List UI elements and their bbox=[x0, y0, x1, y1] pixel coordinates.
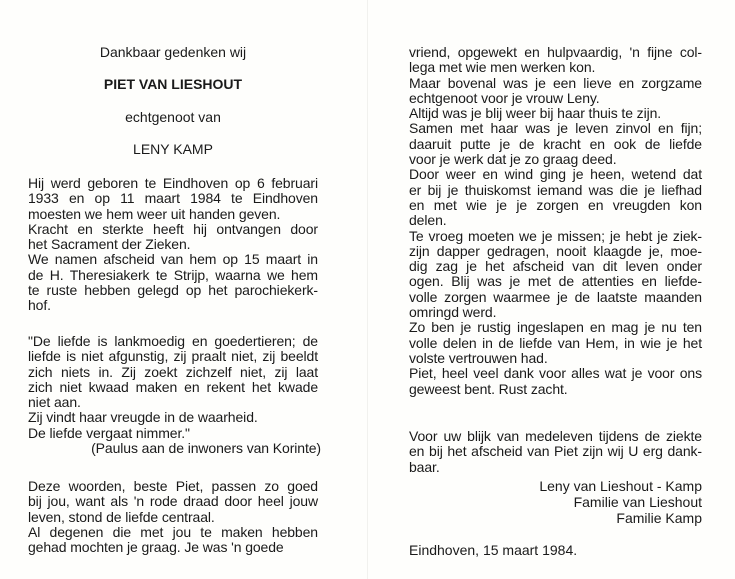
text-line: te ruste hebben gelegd op het parochiekerk- bbox=[28, 282, 318, 299]
text-line: volle zorgen waarmee je de laatste maanden bbox=[409, 288, 702, 305]
text-line: Zij vindt haar vreugde in de waarheid. bbox=[28, 409, 258, 426]
text-line: en met wie je je zorgen en vreugden kon bbox=[409, 196, 702, 213]
text-line: zich niet kwaad maken en rekent het kwade bbox=[28, 378, 318, 395]
spouse-name: LENY KAMP bbox=[133, 141, 213, 157]
text-line: volste vertrouwen had. bbox=[409, 349, 548, 366]
text-line: Altijd was je blij weer bij haar thuis te zijn. bbox=[409, 105, 662, 122]
intro-line: Dankbaar gedenken wij bbox=[99, 44, 247, 60]
quote-source: (Paulus aan de inwoners van Korinte) bbox=[91, 440, 321, 457]
text-line: er bij je thuiskomst iemand was die je liefhad bbox=[409, 181, 702, 198]
text-line: Deze woorden, beste Piet, passen zo goed bbox=[28, 478, 318, 494]
text-line: Door weer en wind ging je heen, wetend dat bbox=[409, 166, 702, 183]
text-line: lega met wie men werken kon. bbox=[409, 59, 596, 76]
thanks-paragraph bbox=[409, 429, 702, 475]
text-line: niet aan. bbox=[28, 394, 81, 411]
text-line: De liefde vergaat nimmer." bbox=[28, 424, 190, 441]
text-line: geweest bent. Rust zacht. bbox=[409, 380, 568, 397]
text-line: Te vroeg moeten we je missen; je hebt je ziek- bbox=[409, 227, 702, 244]
place-date: Eindhoven, 15 maart 1984. bbox=[409, 542, 578, 558]
text-line: ogen. Blij was je met de attenties en liefde- bbox=[409, 273, 702, 290]
text-line: bij jou, want als 'n rode draad door heel jouw bbox=[28, 493, 318, 510]
text-line: voor je werk dat je zo graag deed. bbox=[409, 151, 617, 168]
text-line: omringd werd. bbox=[409, 304, 497, 321]
bible-quote bbox=[28, 333, 321, 457]
text-line: Voor uw blijk van medeleven tijdens de ziekte bbox=[409, 428, 702, 444]
text-line: moesten we hem weer uit handen geven. bbox=[28, 205, 281, 222]
text-line: hof. bbox=[28, 297, 51, 314]
text-line: zijn dapper gedragen, nooit klaagde je, moe- bbox=[409, 242, 702, 259]
text-line: de H. Theresiakerk te Strijp, waarna we hem bbox=[28, 266, 318, 283]
signature-line: Familie Kamp bbox=[616, 510, 702, 526]
text-line: leven, stond de liefde centraal. bbox=[28, 508, 215, 525]
text-line: gehad mochten je graag. Je was 'n goede bbox=[28, 539, 284, 556]
text-line: Maar bovenal was je een lieve en zorgzame bbox=[409, 74, 702, 91]
text-line: Al degenen die met jou te maken hebben bbox=[28, 523, 318, 540]
text-line: volle delen in de liefde van Hem, in wie je het bbox=[409, 334, 702, 351]
text-line: daaruit putte je de kracht en ook de liefde bbox=[409, 135, 702, 152]
signature-line: Familie van Lieshout bbox=[573, 494, 702, 510]
text-line: Piet, heel veel dank voor alles wat je voor ons bbox=[409, 365, 702, 382]
text-line: "De liefde is lankmoedig en goedertieren; de bbox=[28, 333, 318, 349]
text-line: en bij het afscheid van Piet zijn wij U erg dank- bbox=[409, 443, 702, 460]
text-line: liefde is niet afgunstig, zij praalt niet, zij beeldt bbox=[28, 348, 318, 365]
text-line: baar. bbox=[409, 458, 440, 475]
text-line: vriend, opgewekt en hulpvaardig, 'n fijne col- bbox=[409, 44, 702, 60]
text-line: Kracht en sterkte heeft hij ontvangen door bbox=[28, 220, 318, 237]
deceased-name: PIET VAN LIESHOUT bbox=[103, 76, 243, 92]
bio-paragraph bbox=[28, 176, 318, 314]
fold-line bbox=[367, 0, 368, 579]
text-line: het Sacrament der Zieken. bbox=[28, 236, 191, 253]
text-line: zich niets in. Zij zoekt zichzelf niet, zij laat bbox=[28, 363, 318, 380]
text-line: echtgenoot voor je vrouw Leny. bbox=[409, 89, 600, 106]
text-line: We namen afscheid van hem op 15 maart in bbox=[28, 251, 318, 268]
text-line: Samen met haar was je leven zinvol en fijn; bbox=[409, 120, 702, 137]
tribute-continued bbox=[409, 45, 702, 397]
text-line: Hij werd geboren te Eindhoven op 6 februari bbox=[28, 175, 318, 191]
signature-line: Leny van Lieshout - Kamp bbox=[539, 478, 702, 494]
text-line: dig zag je het afscheid van dit leven onder bbox=[409, 258, 702, 275]
text-line: 1933 en op 11 maart 1984 te Eindhoven bbox=[28, 190, 318, 207]
relation-line: echtgenoot van bbox=[125, 109, 221, 125]
tribute-paragraph bbox=[28, 479, 318, 555]
text-line: Zo ben je rustig ingeslapen en mag je nu ten bbox=[409, 319, 702, 336]
signatures bbox=[409, 478, 702, 526]
text-line: delen. bbox=[409, 212, 447, 229]
